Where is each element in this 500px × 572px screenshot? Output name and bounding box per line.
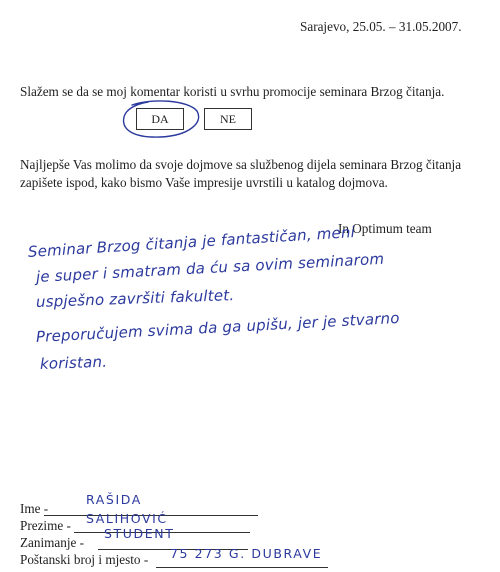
occupation-field[interactable]: STUDENT bbox=[104, 526, 175, 541]
option-yes-box[interactable]: DA bbox=[136, 108, 184, 130]
name-field[interactable]: RAŠIDA bbox=[86, 492, 142, 507]
postal-label: Poštanski broj i mjesto - bbox=[20, 552, 149, 567]
instructions-paragraph: Najljepše Vas molimo da svoje dojmove sa službenog dijela seminara Brzog čitanja zapišete ispod, kako bismo Vaše impresije uvrstili u katalog dojmova. bbox=[20, 157, 462, 190]
team-signature: In Optimum team bbox=[338, 221, 432, 236]
document-date: Sarajevo, 25.05. – 31.05.2007. bbox=[300, 19, 462, 34]
comment-line: je super i smatram da ću sa ovim seminarom bbox=[35, 249, 385, 286]
comment-line: uspješno završiti fakultet. bbox=[35, 286, 235, 311]
name-label: Ime - bbox=[20, 501, 49, 516]
postal-underline bbox=[156, 567, 328, 568]
option-no-box[interactable]: NE bbox=[204, 108, 252, 130]
surname-label: Prezime - bbox=[20, 518, 71, 533]
comment-line: koristan. bbox=[39, 352, 108, 373]
occupation-label: Zanimanje - bbox=[20, 535, 85, 550]
postal-field[interactable]: 75 273 G. DUBRAVE bbox=[170, 546, 323, 561]
comment-line: Seminar Brzog čitanja je fantastičan, meni bbox=[27, 223, 356, 261]
comment-line: Preporučujem svima da ga upišu, jer je stvarno bbox=[35, 308, 401, 346]
surname-field[interactable]: SALIHOVIĆ bbox=[86, 511, 168, 526]
consent-question: Slažem se da se moj komentar koristi u svrhu promocije seminara Brzog čitanja. bbox=[20, 84, 445, 99]
